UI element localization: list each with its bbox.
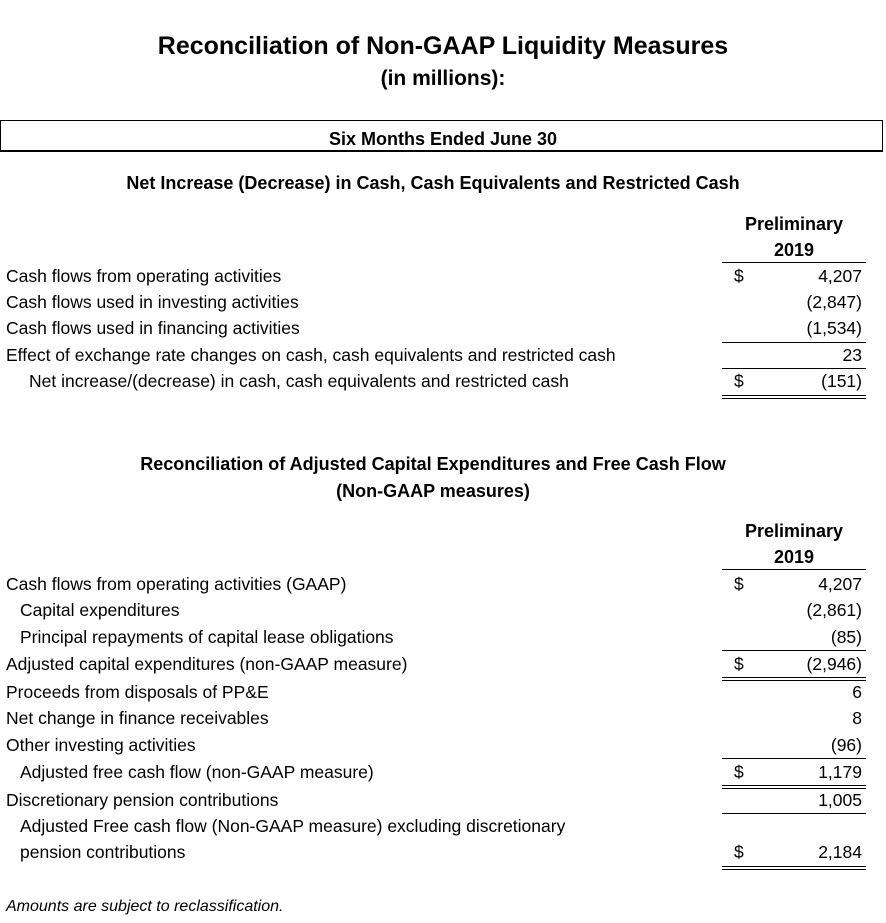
- total-double-rule-top: [722, 866, 866, 867]
- table-row: [0, 679, 866, 705]
- currency-symbol: $: [734, 371, 744, 391]
- table-row: [0, 263, 866, 289]
- section2-header-rule: [722, 569, 866, 570]
- row-value: 23: [842, 345, 862, 365]
- row-label: Cash flows from operating activities (GAAP): [6, 574, 347, 594]
- row-label: Principal repayments of capital lease obligations: [20, 627, 394, 647]
- row-value: (96): [830, 735, 862, 755]
- row-label: Adjusted capital expenditures (non-GAAP measure): [6, 654, 408, 674]
- double-rule-top: [722, 785, 866, 786]
- table-row: [0, 732, 866, 758]
- currency-symbol: $: [734, 654, 744, 674]
- footnote: Amounts are subject to reclassification.: [6, 898, 284, 915]
- row-value: 1,179: [818, 762, 862, 782]
- row-label: Capital expenditures: [20, 600, 180, 620]
- total-double-rule-bottom: [722, 398, 866, 399]
- row-label: Cash flows from operating activities: [6, 266, 282, 286]
- currency-symbol: $: [734, 574, 744, 594]
- row-value: 6: [852, 682, 862, 702]
- row-label: Cash flows used in investing activities: [6, 292, 299, 312]
- currency-symbol: $: [734, 842, 744, 862]
- table-row: [0, 342, 866, 368]
- section1-heading: Net Increase (Decrease) in Cash, Cash Equivalents and Restricted Cash: [126, 173, 740, 193]
- row-value: (2,847): [806, 292, 862, 312]
- section2-column-label: Preliminary: [744, 521, 844, 541]
- row-value: 8: [852, 708, 862, 728]
- table-row: [0, 315, 866, 341]
- total-double-rule-top: [722, 395, 866, 396]
- row-label: Net increase/(decrease) in cash, cash equivalents and restricted cash: [29, 371, 569, 391]
- currency-symbol: $: [734, 266, 744, 286]
- section2-subheading: (Non-GAAP measures): [336, 481, 530, 501]
- final-row-label-line1: Adjusted Free cash flow (Non-GAAP measure) excluding discretionary: [20, 816, 566, 836]
- report-subtitle: (in millions):: [380, 67, 506, 90]
- row-value: 4,207: [818, 574, 862, 594]
- currency-symbol: $: [734, 762, 744, 782]
- section2-column-year: 2019: [773, 547, 815, 567]
- row-value: 1,005: [818, 790, 862, 810]
- final-total-row: [0, 839, 866, 865]
- row-label: Proceeds from disposals of PP&E: [6, 682, 269, 702]
- table-row: [0, 571, 866, 597]
- total-double-rule-bottom: [722, 869, 866, 870]
- table-row: [0, 289, 866, 315]
- row-label: Effect of exchange rate changes on cash, cash equivalents and restricted cash: [6, 345, 616, 365]
- row-value: 4,207: [818, 266, 862, 286]
- table-row: [0, 705, 866, 731]
- row-value: (2,946): [806, 654, 862, 674]
- row-value: (1,534): [806, 318, 862, 338]
- row-value: 2,184: [818, 842, 862, 862]
- section1-column-label: Preliminary: [744, 214, 844, 234]
- section1-column-year: 2019: [773, 240, 815, 260]
- row-value: (2,861): [806, 600, 862, 620]
- row-label: Adjusted free cash flow (non-GAAP measure): [20, 762, 374, 782]
- table-row: [0, 787, 866, 813]
- row-label: Net change in finance receivables: [6, 708, 269, 728]
- row-label: pension contributions: [20, 842, 186, 862]
- total-row: [0, 368, 866, 394]
- row-value: (85): [830, 627, 862, 647]
- report-title: Reconciliation of Non-GAAP Liquidity Measures: [157, 32, 729, 60]
- table-row: [0, 624, 866, 650]
- subtotal-row: [0, 651, 866, 677]
- period-label: Six Months Ended June 30: [328, 129, 558, 149]
- row-label: Other investing activities: [6, 735, 196, 755]
- section2-heading: Reconciliation of Adjusted Capital Expenditures and Free Cash Flow: [140, 454, 726, 474]
- subtotal-rule: [722, 813, 866, 814]
- row-label: Cash flows used in financing activities: [6, 318, 300, 338]
- subtotal-row: [0, 759, 866, 785]
- table-row: [0, 597, 866, 623]
- row-label: Discretionary pension contributions: [6, 790, 279, 810]
- double-rule-top: [722, 677, 866, 678]
- row-value: (151): [821, 371, 862, 391]
